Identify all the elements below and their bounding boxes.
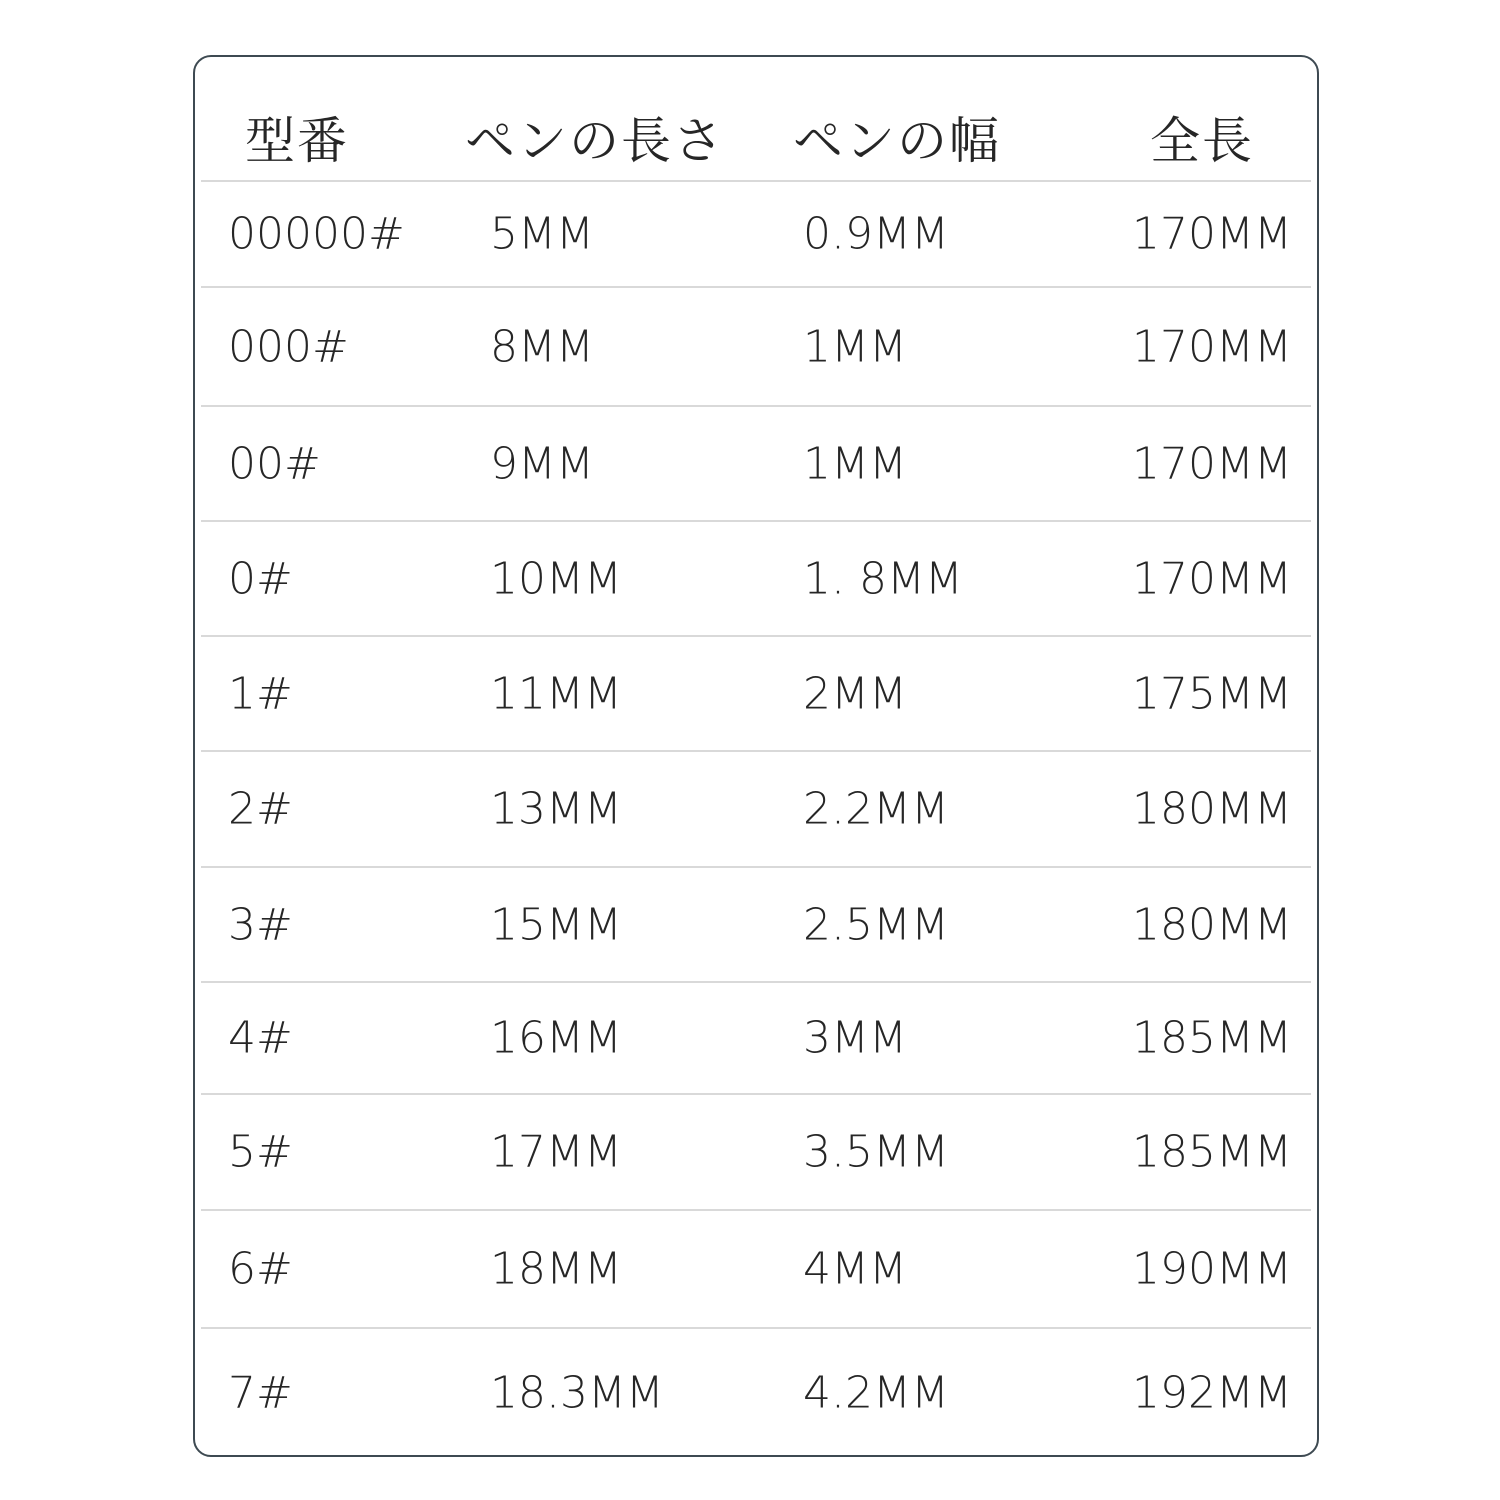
table-row [195,868,1317,981]
tip-width-cell: 3.5MM [803,1126,949,1178]
total-length-cell: 185MM [1132,1012,1292,1064]
tip-length-cell: 9MM [490,438,594,489]
tip-width-cell: 2.5MM [803,899,949,950]
table-row [195,637,1317,750]
table-row [195,983,1317,1093]
header-model-number: 型番 [245,112,349,170]
tip-length-cell: 16MM [490,1012,622,1064]
header-total-length: 全長 [1150,112,1254,170]
model-cell: 1# [228,668,293,719]
total-length-cell: 170MM [1132,553,1292,604]
table-row [195,1211,1317,1327]
table-row [195,522,1317,635]
model-cell: 4# [228,1012,293,1064]
tip-width-cell: 1MM [803,438,907,489]
header-tip-length: ペンの長さ [465,112,725,170]
model-cell: 6# [228,1243,293,1295]
table-row [195,1095,1317,1209]
tip-width-cell: 2MM [803,668,907,719]
tip-length-cell: 8MM [490,321,594,372]
total-length-cell: 170MM [1132,208,1292,260]
table-header-row [195,57,1317,180]
tip-length-cell: 15MM [490,899,622,950]
header-tip-width: ペンの幅 [793,112,1001,170]
total-length-cell: 185MM [1132,1126,1292,1178]
tip-length-cell: 17MM [490,1126,622,1178]
total-length-cell: 180MM [1132,899,1292,950]
size-table [193,55,1319,1457]
model-cell: 7# [228,1367,293,1419]
total-length-cell: 192MM [1132,1367,1292,1419]
tip-width-cell: 4MM [803,1243,907,1295]
table-row [195,288,1317,405]
model-cell: 3# [228,899,293,950]
tip-width-cell: 1MM [803,321,907,372]
tip-width-cell: 1. 8MM [803,553,963,604]
tip-length-cell: 13MM [490,783,622,835]
model-cell: 5# [228,1126,293,1178]
model-cell: 0# [228,553,293,604]
tip-width-cell: 0.9MM [803,208,949,260]
tip-length-cell: 10MM [490,553,622,604]
tip-width-cell: 2.2MM [803,783,949,835]
model-cell: 2# [228,783,293,835]
total-length-cell: 190MM [1132,1243,1292,1295]
table-row [195,752,1317,866]
table-row [195,182,1317,286]
table-row [195,407,1317,520]
tip-length-cell: 5MM [490,208,594,260]
tip-width-cell: 4.2MM [803,1367,949,1419]
model-cell: 000# [228,321,349,372]
model-cell: 00# [228,438,321,489]
total-length-cell: 175MM [1132,668,1292,719]
total-length-cell: 170MM [1132,321,1292,372]
tip-length-cell: 11MM [490,668,622,719]
tip-width-cell: 3MM [803,1012,907,1064]
model-cell: 00000# [228,208,405,260]
tip-length-cell: 18.3MM [490,1367,664,1419]
total-length-cell: 180MM [1132,783,1292,835]
tip-length-cell: 18MM [490,1243,622,1295]
total-length-cell: 170MM [1132,438,1292,489]
table-row [195,1329,1317,1457]
